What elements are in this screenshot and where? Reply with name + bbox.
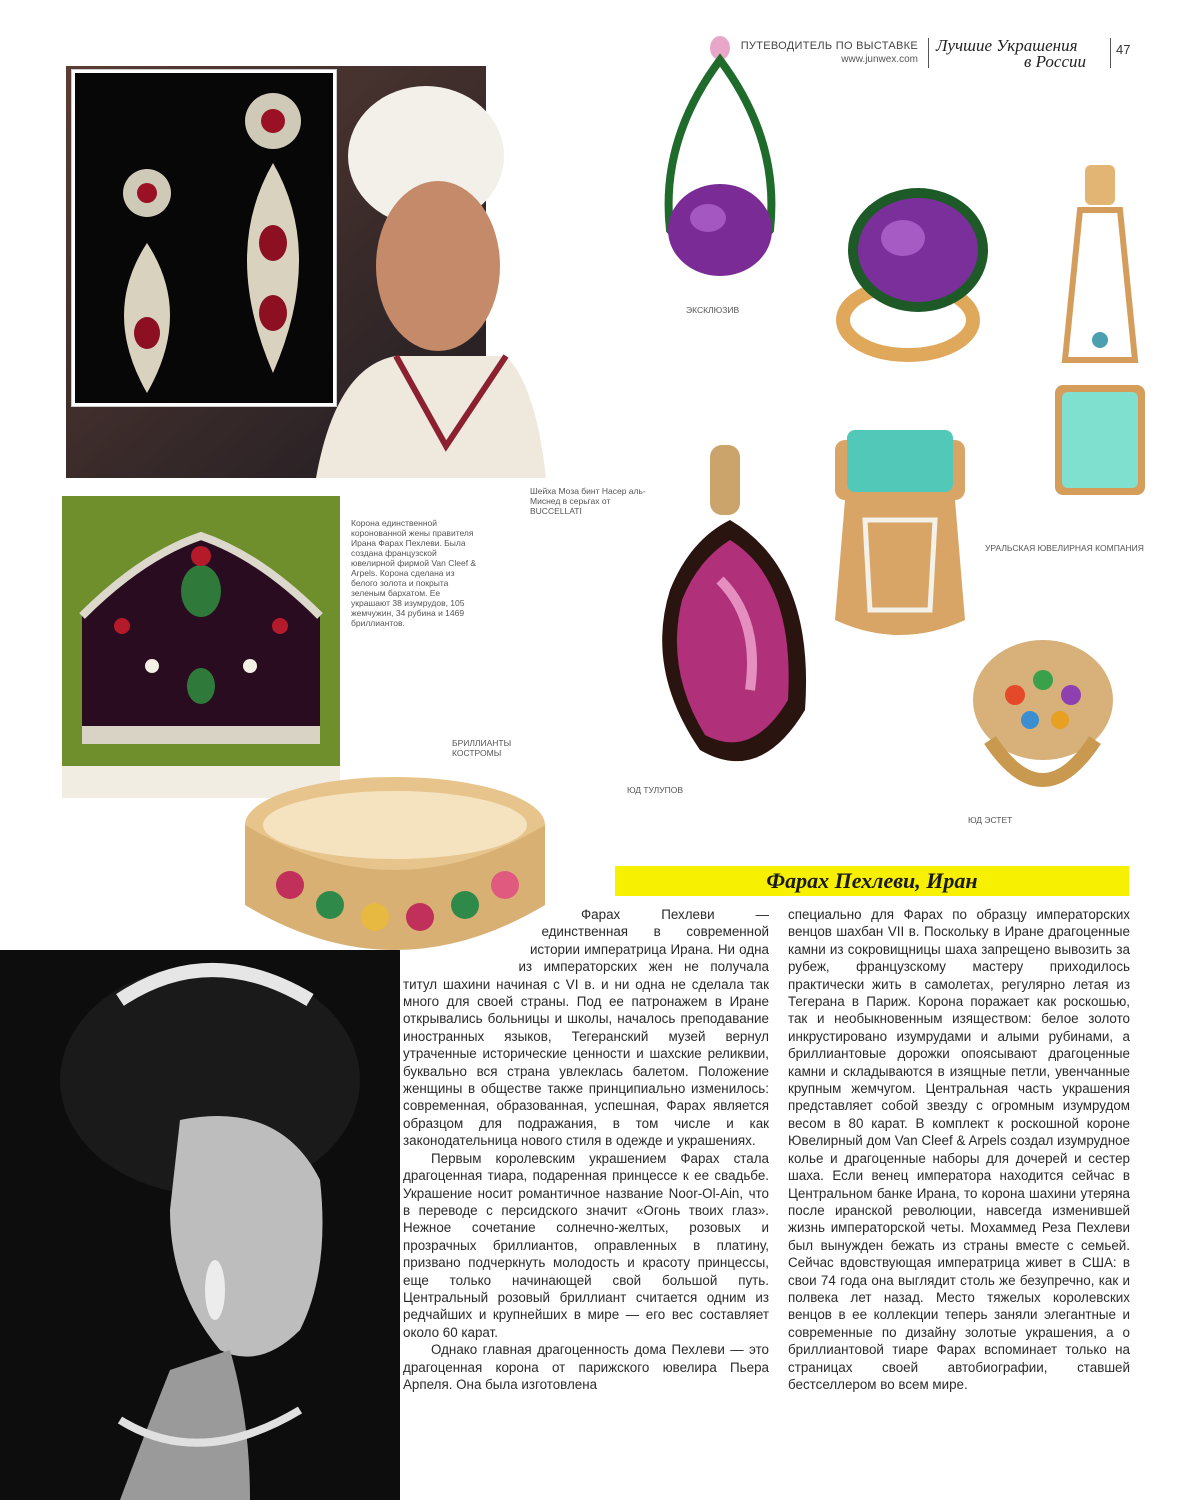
paragraph: Фарах Пехлеви — единственная в современной истории императрица Ирана. Ни одна из императорских жен не получала титул шахини начиная с VI в. и ни одна не сделала так много для своей страны. Под ее патронажем в Иране открывались больницы и школы, началось преподавание иностранных языков, Тегеранский музей вернул утраченные исторические ценности и шахские реликвии, буквально вся страна увлеклась балетом. Положение женщины в обществе также принципиально изменилось: современная, образованная, успешная, Фарах является образцом для подражания, в том числе и как законодательница нового стиля в одежде и украшениях.	[403, 907, 769, 1149]
logo-line-2: в России	[1024, 52, 1086, 71]
photo-amethyst-ring	[808, 170, 1008, 370]
caption-estet: ЮД ЭСТЕТ	[968, 815, 1013, 825]
article-column-1	[403, 906, 769, 1393]
photo-tourmaline-pendant	[1040, 160, 1160, 500]
photo-aquamarine-ring	[815, 420, 985, 650]
header-divider	[1110, 38, 1111, 68]
header-guide-label: ПУТЕВОДИТЕЛЬ ПО ВЫСТАВКЕ	[740, 40, 918, 52]
caption-exclusive: ЭКСКЛЮЗИВ	[686, 305, 740, 315]
photo-farah-pahlavi-portrait	[0, 950, 400, 1500]
header-divider	[928, 38, 929, 68]
photo-buccellati-earrings	[72, 70, 336, 406]
article-title: Фарах Пехлеви, Иран	[766, 868, 978, 893]
caption-ural: УРАЛЬСКАЯ ЮВЕЛИРНАЯ КОМПАНИЯ	[985, 543, 1144, 553]
header-url[interactable]: www.junwex.com	[841, 54, 918, 65]
caption-tulupov: ЮД ТУЛУПОВ	[627, 785, 684, 795]
caption-crown: Корона единственной коронованной жены правителя Ирана Фарах Пехлеви. Была создана французской ювелирной фирмой Van Cleef & Arpels. Корона сделана из белого золота и покрыта зеленым бархатом. Ее украшают 38 изумрудов, 105 жемчужин, 34 рубина и 1469 бриллиантов.	[351, 518, 477, 628]
logo-line-1: Лучшие Украшения	[936, 36, 1078, 55]
paragraph: Первым королевским украшением Фарах стала драгоценная тиара, подаренная принцессе к ее свадьбе. Украшение носит романтичное название Noor-Ol-Ain, что в переводе с персидского значит «Огонь твоих глаз». Нежное сочетание солнечно-желтых, розовых и прозрачных бриллиантов, оправленных в платину, призвано подчеркнуть молодость и красоту принцессы, еще только начинающей свой большой путь. Центральный розовый бриллиант считается одним из редчайших и крупнейших в мире — его вес составляет около 60 карат.	[403, 1150, 769, 1340]
magazine-logo	[936, 36, 1106, 72]
photo-pahlavi-crown	[62, 496, 340, 798]
photo-multi-gem-ring	[955, 620, 1130, 820]
caption-kostroma: БРИЛЛИАНТЫ КОСТРОМЫ	[452, 738, 512, 758]
page-number: 47	[1116, 42, 1131, 57]
photo-ametrine-pendant	[640, 440, 820, 790]
paragraph: Однако главная драгоценность дома Пехлеви — это драгоценная корона от парижского ювелира Пьера Арпеля. Она была изготовлена	[403, 1342, 769, 1392]
paragraph: специально для Фарах по образцу императорских венцов шахбан VII в. Поскольку в Иране драгоценные камни из сокровищницы шаха запрещено вывозить за рубеж, французскому мастеру приходилось практически жить в самолетах, регулярно летая из Тегерана в Париж. Корона поражает как роскошью, так и необыкновенным изяществом: белое золото инкрустировано изумрудами и алыми рубинами, а бриллиантовые дорожки опоясывают драгоценные камни и складываются в изящные петли, увенчанные крупным жемчугом. Центральная часть украшения представляет собой звезду с огромным изумрудом весом в 80 карат. В комплект к роскошной короне Ювелирный дом Van Cleef & Arpels создал изумрудное колье и драгоценные наборы для дочерей и сестер шаха. Если венец императора находится сейчас в Центральном банке Ирана, то корона шахини утеряна после иранской революции, навсегда изменившей жизнь императорской четы. Мохаммед Реза Пехлеви был вынужден бежать из страны вместе с семьей. Сейчас вдовствующая императрица живет в США: в свои 74 года она выглядит столь же безупречно, как и полвека лет назад. Место тяжелых королевских венцов в ее коллекции теперь заняли элегантные и современные по дизайну золотые украшения, а о бриллиантовой тиаре Фарах вспоминает только на страницах своей автобиографии, ставшей бестселлером во всем мире.	[788, 907, 1130, 1392]
photo-amethyst-pendant	[640, 30, 800, 302]
article-column-2	[788, 906, 1130, 1393]
caption-moza: Шейха Моза бинт Насер аль-Миснед в серьгах от BUCCELLATI	[530, 486, 646, 516]
